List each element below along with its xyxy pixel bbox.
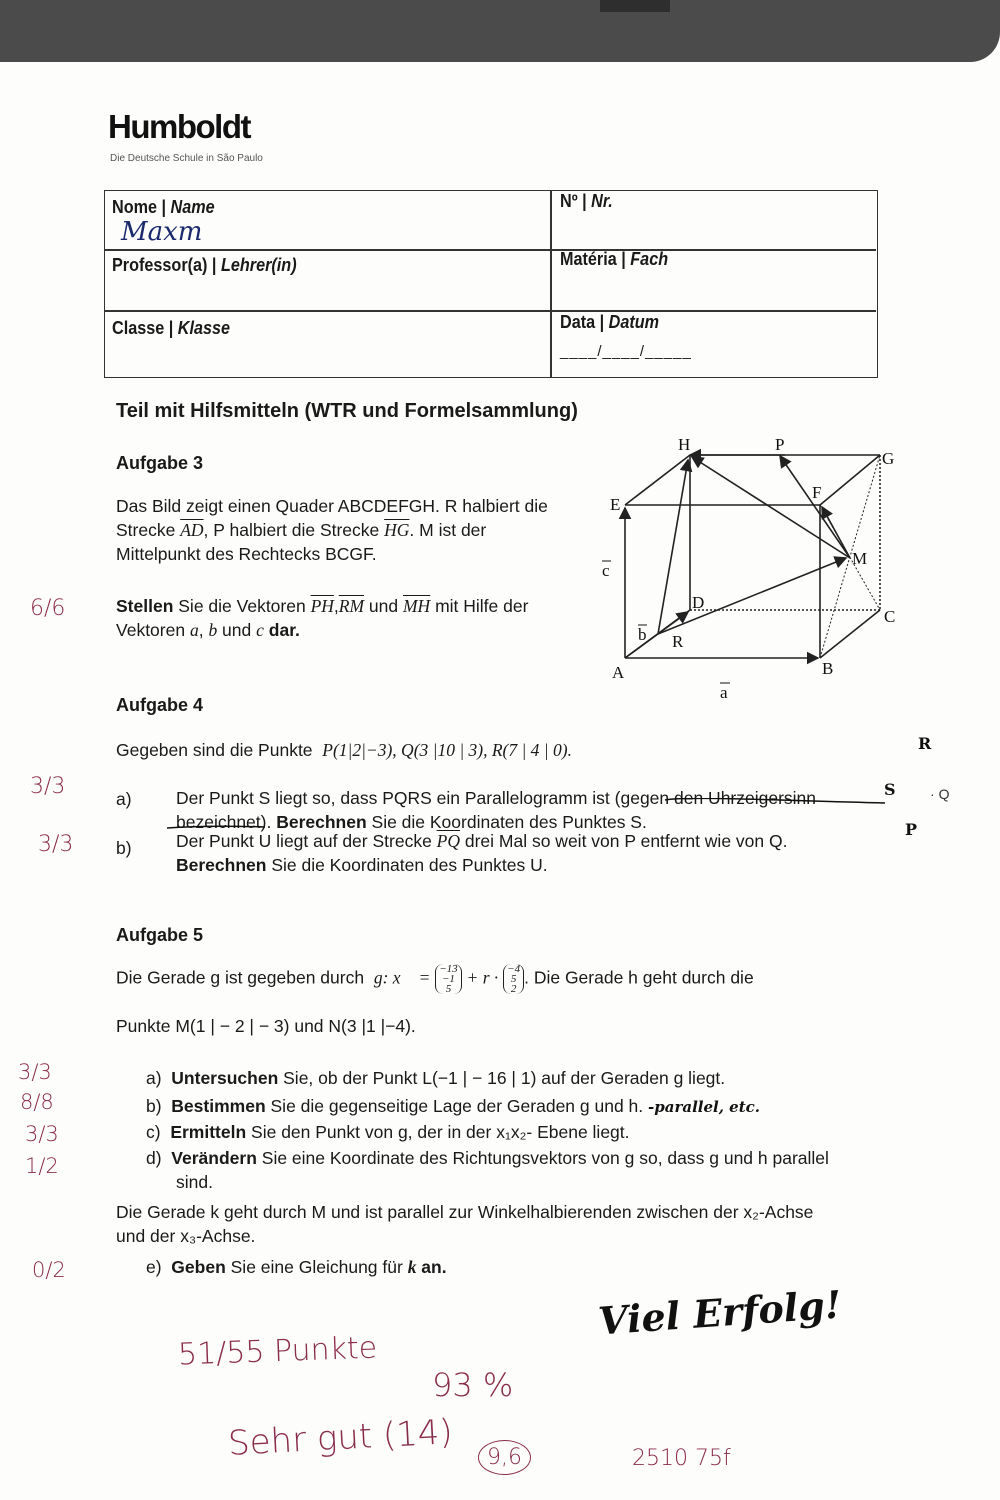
- score-task5b: 8/8: [20, 1090, 54, 1114]
- vector-MH: [692, 457, 850, 558]
- label-R: R: [672, 632, 684, 651]
- code-note: 2510 75f: [632, 1446, 731, 1471]
- task4-title: Aufgabe 4: [116, 695, 204, 715]
- task5-a: a) Untersuchen Sie, ob der Punkt L(−1 | − 16 | 1) auf der Geraden g liegt.: [146, 1068, 726, 1088]
- grade: Sehr gut (14): [227, 1412, 454, 1464]
- name-label: Nome | Name: [112, 197, 215, 217]
- form-divider-vertical: [550, 191, 552, 377]
- vector-RH: [658, 460, 688, 634]
- scan-bar-notch: [600, 0, 670, 12]
- header-form: [104, 190, 878, 378]
- nr-label: Nº | Nr.: [560, 191, 613, 211]
- score-task5a: 3/3: [18, 1060, 52, 1084]
- label-vec-c: c: [602, 561, 610, 580]
- task4-intro: Gegeben sind die Punkte P(1|2|−3), Q(3 |10 | 3), R(7 | 4 | 0).: [116, 740, 572, 760]
- form-divider-1: [105, 249, 876, 251]
- label-A: A: [612, 663, 625, 682]
- score-task4a: 3/3: [30, 774, 66, 799]
- closing-text: Viel Erfolg!: [596, 1281, 843, 1344]
- task4-b-label: b): [116, 838, 132, 858]
- sketch-Q: · Q: [930, 786, 950, 802]
- score-task5d: 1/2: [25, 1154, 59, 1178]
- label-E: E: [610, 495, 621, 514]
- task4-b-text: Der Punkt U liegt auf der Strecke $\overline{PQ}$ drei Mal so weit von P entfernt wie von Q. Berechnen Sie die Koordinaten des Punktes U.: [176, 831, 788, 875]
- g-direction-vector: −4 5 2: [503, 964, 524, 994]
- b-note: -parallel, etc.: [648, 1098, 760, 1116]
- edge-FG: [820, 455, 880, 505]
- section-title: Teil mit Hilfsmitteln (WTR und Formelsammlung): [116, 400, 578, 422]
- subject-label: Matéria | Fach: [560, 249, 669, 269]
- edge-EH: [625, 455, 690, 505]
- vector-MF: [822, 507, 850, 558]
- label-G: G: [882, 449, 895, 468]
- name-value: Maxm: [121, 217, 203, 247]
- date-label: Data | Datum: [560, 312, 660, 332]
- task3-title: Aufgabe 3: [116, 453, 204, 473]
- sketch-R: R: [918, 734, 932, 753]
- vector-RM: [658, 558, 846, 634]
- score-task5c: 3/3: [25, 1122, 59, 1146]
- teacher-label: Professor(a) | Lehrer(in): [112, 255, 297, 275]
- vector-MP: [780, 456, 850, 558]
- label-B: B: [822, 659, 834, 678]
- label-vec-a: a: [720, 683, 728, 702]
- label-C: C: [884, 607, 896, 626]
- percent: 93 %: [432, 1366, 514, 1404]
- label-vec-b: b: [638, 625, 647, 644]
- form-divider-2: [105, 310, 876, 312]
- task5-e: e) Geben Sie eine Gleichung für k an.: [146, 1257, 447, 1277]
- scan-bar: [0, 0, 1000, 62]
- score-task5e: 0/2: [32, 1258, 66, 1282]
- school-logo: Humboldt: [108, 108, 250, 145]
- task5-k-text: Die Gerade k geht durch M und ist parallel zur Winkelhalbierenden zwischen der x₂-Achse und der x₃-Achse.: [116, 1202, 814, 1246]
- task3-description: Das Bild zeigt einen Quader ABCDEFGH. R halbiert die Strecke $\overline{AD}$, P halbiert die Strecke $\overline{HG}$. M ist der Mittelpunkt des Rechtecks BCGF.: [116, 496, 548, 564]
- edge-BC: [820, 610, 880, 658]
- task5-c: c) Ermitteln Sie den Punkt von g, der in der x₁x₂- Ebene liegt.: [146, 1122, 630, 1142]
- task4-a-text: Der Punkt S liegt so, dass PQRS ein Parallelogramm ist (gegen den Uhrzeigersinn bezeichnet). Berechnen Sie die Koordinaten des Punktes S.: [176, 788, 817, 832]
- task5-h-line: Punkte M(1 | − 2 | − 3) und N(3 |1 |−4).: [116, 1016, 416, 1036]
- date-value: ____/____/_____: [560, 343, 692, 360]
- cuboid-figure: [590, 430, 910, 710]
- underline-marks: [165, 798, 890, 832]
- task5-title: Aufgabe 5: [116, 925, 204, 945]
- task5-g-line: Die Gerade g ist gegeben durch g: x⃗ = −13 −1 5 + r · −4 5 2. Die Gerade h geht durch die: [116, 963, 754, 995]
- task5-d: d) Verändern Sie eine Koordinate des Richtungsvektors von g so, dass g und h parallel sind.: [146, 1148, 829, 1192]
- task5-b: b) Bestimmen Sie die gegenseitige Lage der Geraden g und h. -parallel, etc.: [146, 1096, 760, 1116]
- class-label: Classe | Klasse: [112, 318, 231, 338]
- g-support-vector: −13 −1 5: [435, 964, 461, 994]
- label-D: D: [692, 593, 705, 612]
- label-P: P: [775, 435, 785, 454]
- score-task3: 6/6: [30, 596, 66, 621]
- school-subtitle: Die Deutsche Schule in São Paulo: [110, 153, 263, 164]
- label-F: F: [812, 483, 822, 502]
- grade-circled: 9,6: [478, 1440, 531, 1475]
- task4-a-label: a): [116, 789, 132, 809]
- label-M: M: [852, 549, 868, 568]
- sketch-P: P: [905, 820, 918, 839]
- score-task4b: 3/3: [38, 832, 74, 857]
- label-H: H: [678, 435, 691, 454]
- sketch-S: S: [884, 780, 896, 799]
- total-points: 51/55 Punkte: [177, 1330, 378, 1373]
- task3-instruction: Stellen Sie die Vektoren $\overline{PH},\overline{RM}$ und $\overline{MH}$ mit Hilfe der Vektoren a, b und c dar.: [116, 596, 529, 640]
